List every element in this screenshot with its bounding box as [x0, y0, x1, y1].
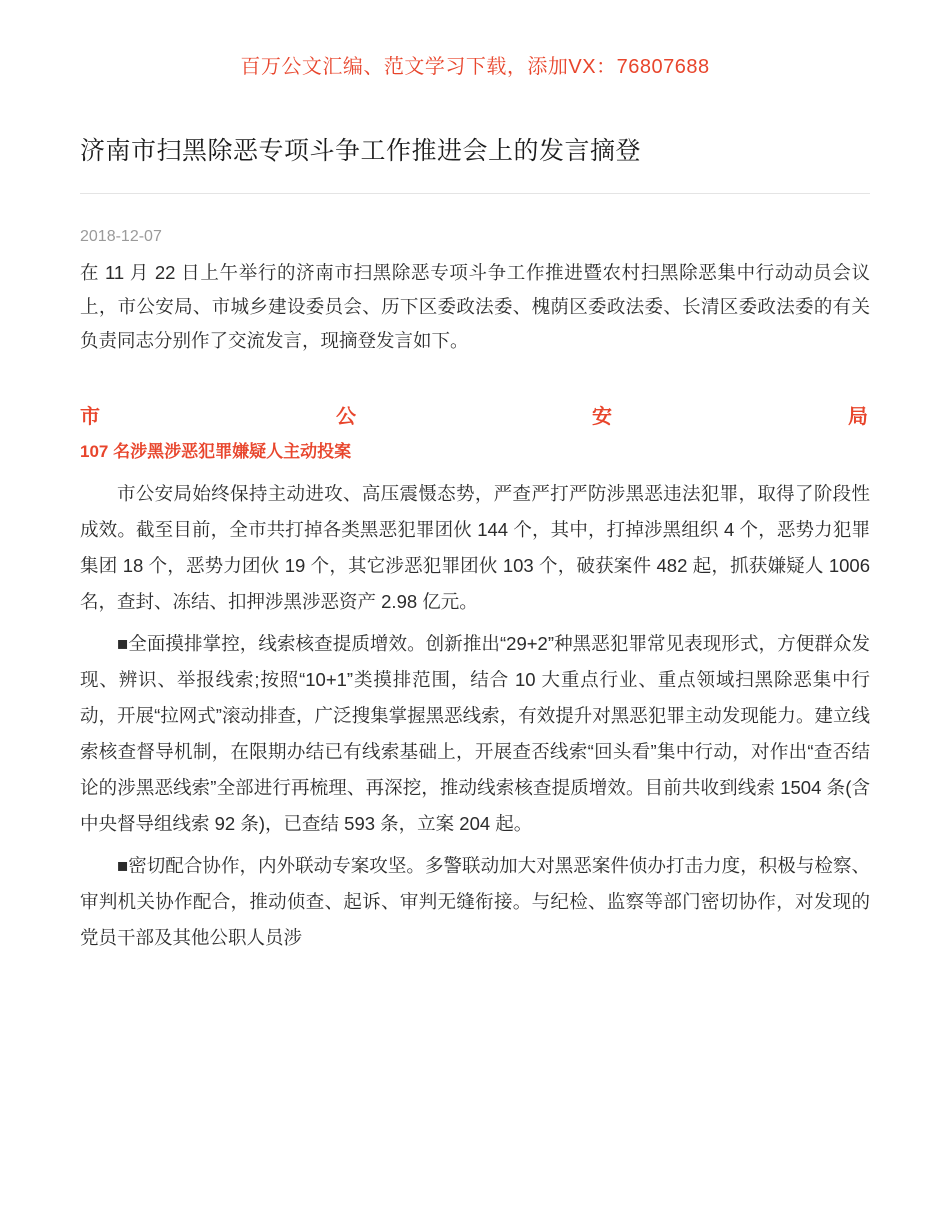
section-subheading: 107 名涉黑涉恶犯罪嫌疑人主动投案	[80, 442, 352, 461]
body-paragraph-3: ■密切配合协作，内外联动专案攻坚。多警联动加大对黑恶案件侦办打击力度，积极与检察、审判机关协作配合，推动侦查、起诉、审判无缝衔接。与纪检、监察等部门密切协作，对发现的党员干部及其他公职人员涉	[80, 855, 870, 948]
section-heading-char-4: 局	[848, 406, 868, 428]
title-divider	[80, 193, 870, 194]
body-paragraph-2: ■全面摸排掌控，线索核查提质增效。创新推出“29+2”种黑恶犯罪常见表现形式，方便群众发现、辨识、举报线索;按照“10+1”类摸排范围，结合 10 大重点行业、重点领域扫黑除恶集中行动，开展“拉网式”滚动排查，广泛搜集掌握黑恶线索，有效提升对黑恶犯罪主动发现能力。建立线索核查督导机制，在限期办结已有线索基础上，开展查否线索“回头看”集中行动，对作出“查否结论的涉黑恶线索”全部进行再梳理、再深挖，推动线索核查提质增效。目前共收到线索 1504 条(含中央督导组线索 92 条)，已查结 593 条，立案 204 起。	[80, 633, 870, 834]
page-title: 济南市扫黑除恶专项斗争工作推进会上的发言摘登	[80, 137, 642, 165]
document-content	[80, 131, 870, 956]
body-paragraph-1: 市公安局始终保持主动进攻、高压震慑态势，严查严打严防涉黑恶违法犯罪，取得了阶段性成效。截至目前，全市共打掉各类黑恶犯罪团伙 144 个，其中，打掉涉黑组织 4 个，恶势力犯罪集团 18 个，恶势力团伙 19 个，其它涉恶犯罪团伙 103 个，破获案件 482 起，抓获嫌疑人 1006 名，查封、冻结、扣押涉黑涉恶资产 2.98 亿元。	[80, 483, 870, 612]
section-heading-char-3: 安	[592, 406, 612, 428]
section-heading	[80, 400, 870, 429]
publish-date: 2018-12-07	[80, 228, 162, 245]
section-heading-char-2: 公	[336, 406, 356, 428]
lede-paragraph: 在 11 月 22 日上午举行的济南市扫黑除恶专项斗争工作推进暨农村扫黑除恶集中行动动员会议上，市公安局、市城乡建设委员会、历下区委政法委、槐荫区委政法委、长清区委政法委的有关负责同志分别作了交流发言，现摘登发言如下。	[80, 262, 870, 351]
promo-banner: 百万公文汇编、范文学习下载，添加VX：76807688	[240, 56, 710, 78]
section-heading-char-1: 市	[80, 406, 100, 428]
